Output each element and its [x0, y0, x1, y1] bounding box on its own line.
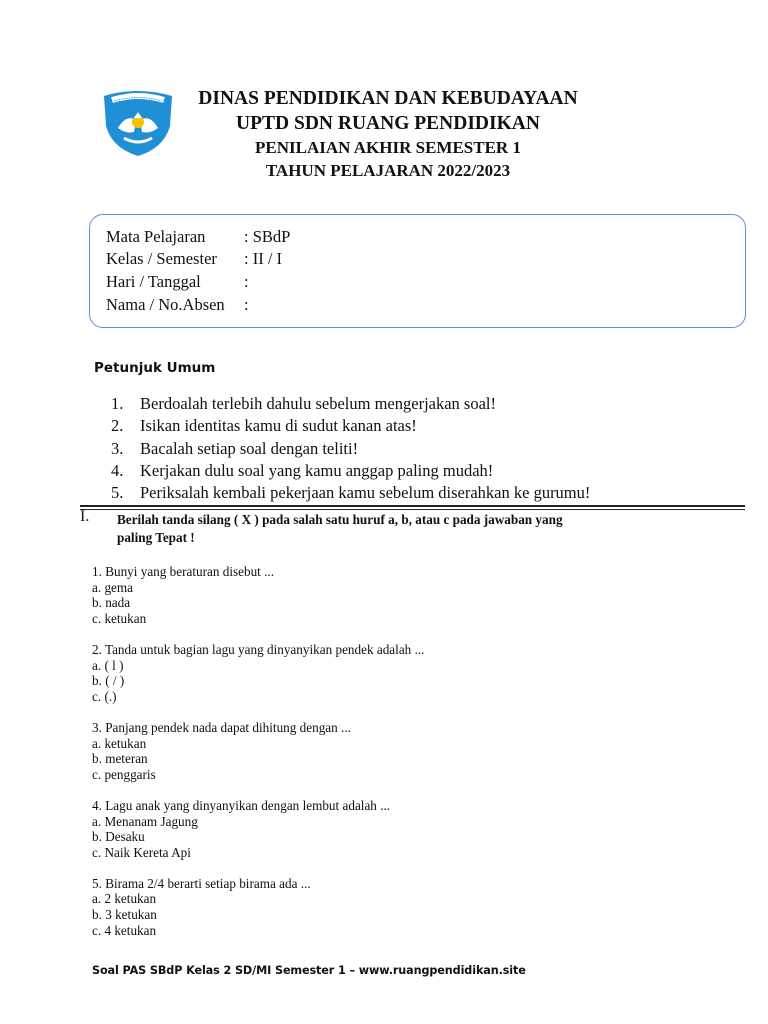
option-c: c. Naik Kereta Api: [92, 844, 191, 860]
instruction-item: 5. Periksalah kembali pekerjaan kamu sebelum diserahkan ke gurumu!: [111, 483, 591, 503]
option-c: c. (.): [92, 688, 117, 704]
identity-box: [89, 214, 746, 328]
identity-value: : SBdP: [244, 227, 291, 246]
question-item: [92, 876, 424, 938]
identity-value: :: [244, 295, 249, 314]
option-b: b. ( / ): [92, 673, 125, 689]
question-item: [92, 564, 424, 626]
identity-row-subject: [106, 227, 290, 247]
identity-label: Nama / No.Absen: [106, 295, 225, 314]
instruction-item: 4. Kerjakan dulu soal yang kamu anggap paling mudah!: [111, 460, 494, 480]
option-c: c. 4 ketukan: [92, 922, 157, 938]
question-text: 2. Tanda untuk bagian lagu yang dinyanyikan pendek adalah ...: [92, 641, 425, 657]
divider-thin: [80, 509, 745, 510]
instruction-item: 1. Berdoalah terlebih dahulu sebelum mengerjakan soal!: [111, 394, 496, 413]
question-item: [92, 798, 424, 860]
section-instruction: Berilah tanda silang ( X ) pada salah satu huruf a, b, atau c pada jawaban yang paling Tepat !: [117, 512, 563, 545]
divider-thick: [80, 505, 745, 507]
header-agency: DINAS PENDIDIKAN DAN KEBUDAYAAN: [198, 88, 578, 109]
header-year: TAHUN PELAJARAN 2022/2023: [265, 161, 511, 180]
instruction-item: 2. Isikan identitas kamu di sudut kanan atas!: [111, 416, 417, 436]
identity-label: Kelas / Semester: [106, 249, 217, 268]
identity-row-class: [106, 249, 282, 269]
question-list: [92, 564, 424, 954]
section-number: I.: [80, 508, 90, 525]
option-a: a. Menanam Jagung: [92, 813, 198, 829]
question-text: 3. Panjang pendek nada dapat dihitung dengan ...: [92, 719, 351, 735]
instruction-item: 3. Bacalah setiap soal dengan teliti!: [111, 438, 359, 458]
option-a: a. 2 ketukan: [92, 891, 157, 907]
identity-row-name: [106, 295, 249, 315]
option-a: a. gema: [92, 579, 134, 595]
identity-value: :: [244, 272, 249, 291]
question-text: 4. Lagu anak yang dinyanyikan dengan lembut adalah ...: [92, 797, 391, 813]
question-item: [92, 642, 424, 704]
option-c: c. ketukan: [92, 610, 147, 626]
identity-row-date: [106, 272, 249, 292]
header-school: UPTD SDN RUANG PENDIDIKAN: [236, 113, 540, 134]
option-a: a. ketukan: [92, 735, 147, 751]
identity-value: : II / I: [244, 249, 283, 268]
question-text: 5. Birama 2/4 berarti setiap birama ada ...: [92, 875, 311, 891]
page-footer: Soal PAS SBdP Kelas 2 SD/MI Semester 1 – www.ruangpendidikan.site: [92, 964, 526, 977]
option-c: c. penggaris: [92, 766, 156, 782]
option-b: b. 3 ketukan: [92, 907, 157, 923]
option-b: b. Desaku: [92, 829, 145, 845]
option-a: a. ( l ): [92, 657, 124, 673]
option-b: b. meteran: [92, 751, 148, 767]
question-text: 1. Bunyi yang beraturan disebut ...: [92, 564, 275, 579]
instructions-title: Petunjuk Umum: [94, 360, 216, 376]
instructions-list: [111, 394, 590, 505]
identity-label: Mata Pelajaran: [106, 227, 206, 246]
header-exam: PENILAIAN AKHIR SEMESTER 1: [255, 138, 521, 157]
question-item: [92, 720, 424, 782]
option-b: b. nada: [92, 595, 131, 611]
identity-label: Hari / Tanggal: [106, 272, 201, 291]
